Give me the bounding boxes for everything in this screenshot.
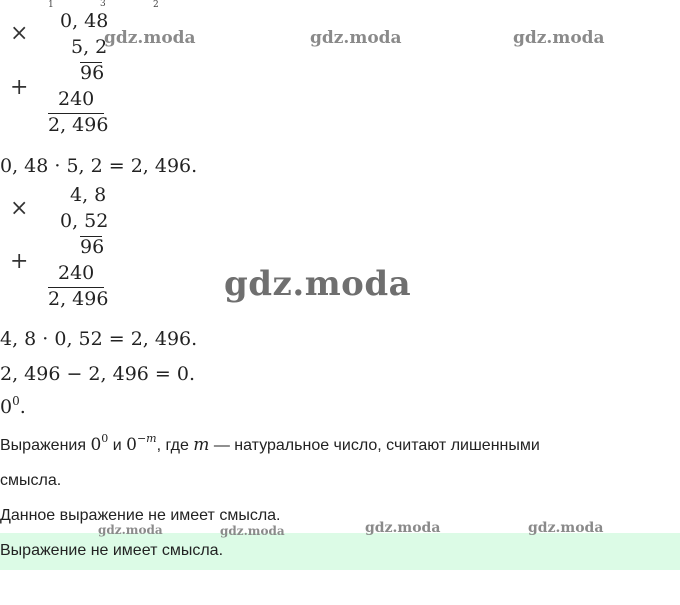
watermark: gdz.moda <box>513 28 605 48</box>
conclusion-text: Данное выражение не имеет смысла. <box>0 507 281 524</box>
carry-digit: 1 <box>48 0 54 10</box>
multiplier: 5, 2 <box>71 36 108 58</box>
watermark: gdz.moda <box>528 520 604 536</box>
multiplicand: 4, 8 <box>70 184 107 206</box>
watermark: gdz.moda <box>365 520 441 536</box>
partial-product: 240 <box>58 88 95 110</box>
power-exponent: 0 <box>12 394 20 408</box>
answer-box <box>0 533 680 570</box>
period: . <box>19 396 26 418</box>
product-result: 2, 496 <box>48 114 109 136</box>
product-result: 2, 496 <box>48 288 109 310</box>
equation <box>0 396 26 418</box>
watermark: gdz.moda <box>98 523 163 537</box>
partial-product: 96 <box>80 236 105 258</box>
equation: 0, 48 · 5, 2 = 2, 496. <box>0 155 198 177</box>
equation: 2, 496 − 2, 496 = 0. <box>0 363 195 385</box>
multiply-sign: × <box>10 21 29 46</box>
multiply-sign: × <box>10 196 29 221</box>
multiplicand: 0, 48 <box>60 10 109 32</box>
power-base: 0 <box>0 396 13 418</box>
answer-text: Выражение не имеет смысла. <box>0 542 224 559</box>
plus-sign: + <box>10 249 29 274</box>
multiplier: 0, 52 <box>60 210 109 232</box>
watermark: gdz.moda <box>220 524 285 538</box>
math-zero: 0 <box>90 435 102 455</box>
watermark-large: gdz.moda <box>224 264 412 304</box>
partial-product: 96 <box>80 62 105 84</box>
math-exponent: −m <box>136 432 157 445</box>
math-variable: m <box>193 435 210 455</box>
watermark: gdz.moda <box>104 28 196 48</box>
watermark: gdz.moda <box>310 28 402 48</box>
partial-product: 240 <box>58 262 95 284</box>
carry-digit: 2 <box>153 0 159 10</box>
math-zero: 0 <box>126 435 137 455</box>
explanation-line-2: смысла. <box>0 472 62 489</box>
plus-sign: + <box>10 75 29 100</box>
math-exponent: 0 <box>101 432 109 445</box>
explanation-line-1: Выражения $0^0$ и $0^{-m}$, где m — натуральное число, считают лишенными <box>0 432 540 455</box>
carry-digit: 3 <box>100 0 106 9</box>
equation: 4, 8 · 0, 52 = 2, 496. <box>0 328 198 350</box>
